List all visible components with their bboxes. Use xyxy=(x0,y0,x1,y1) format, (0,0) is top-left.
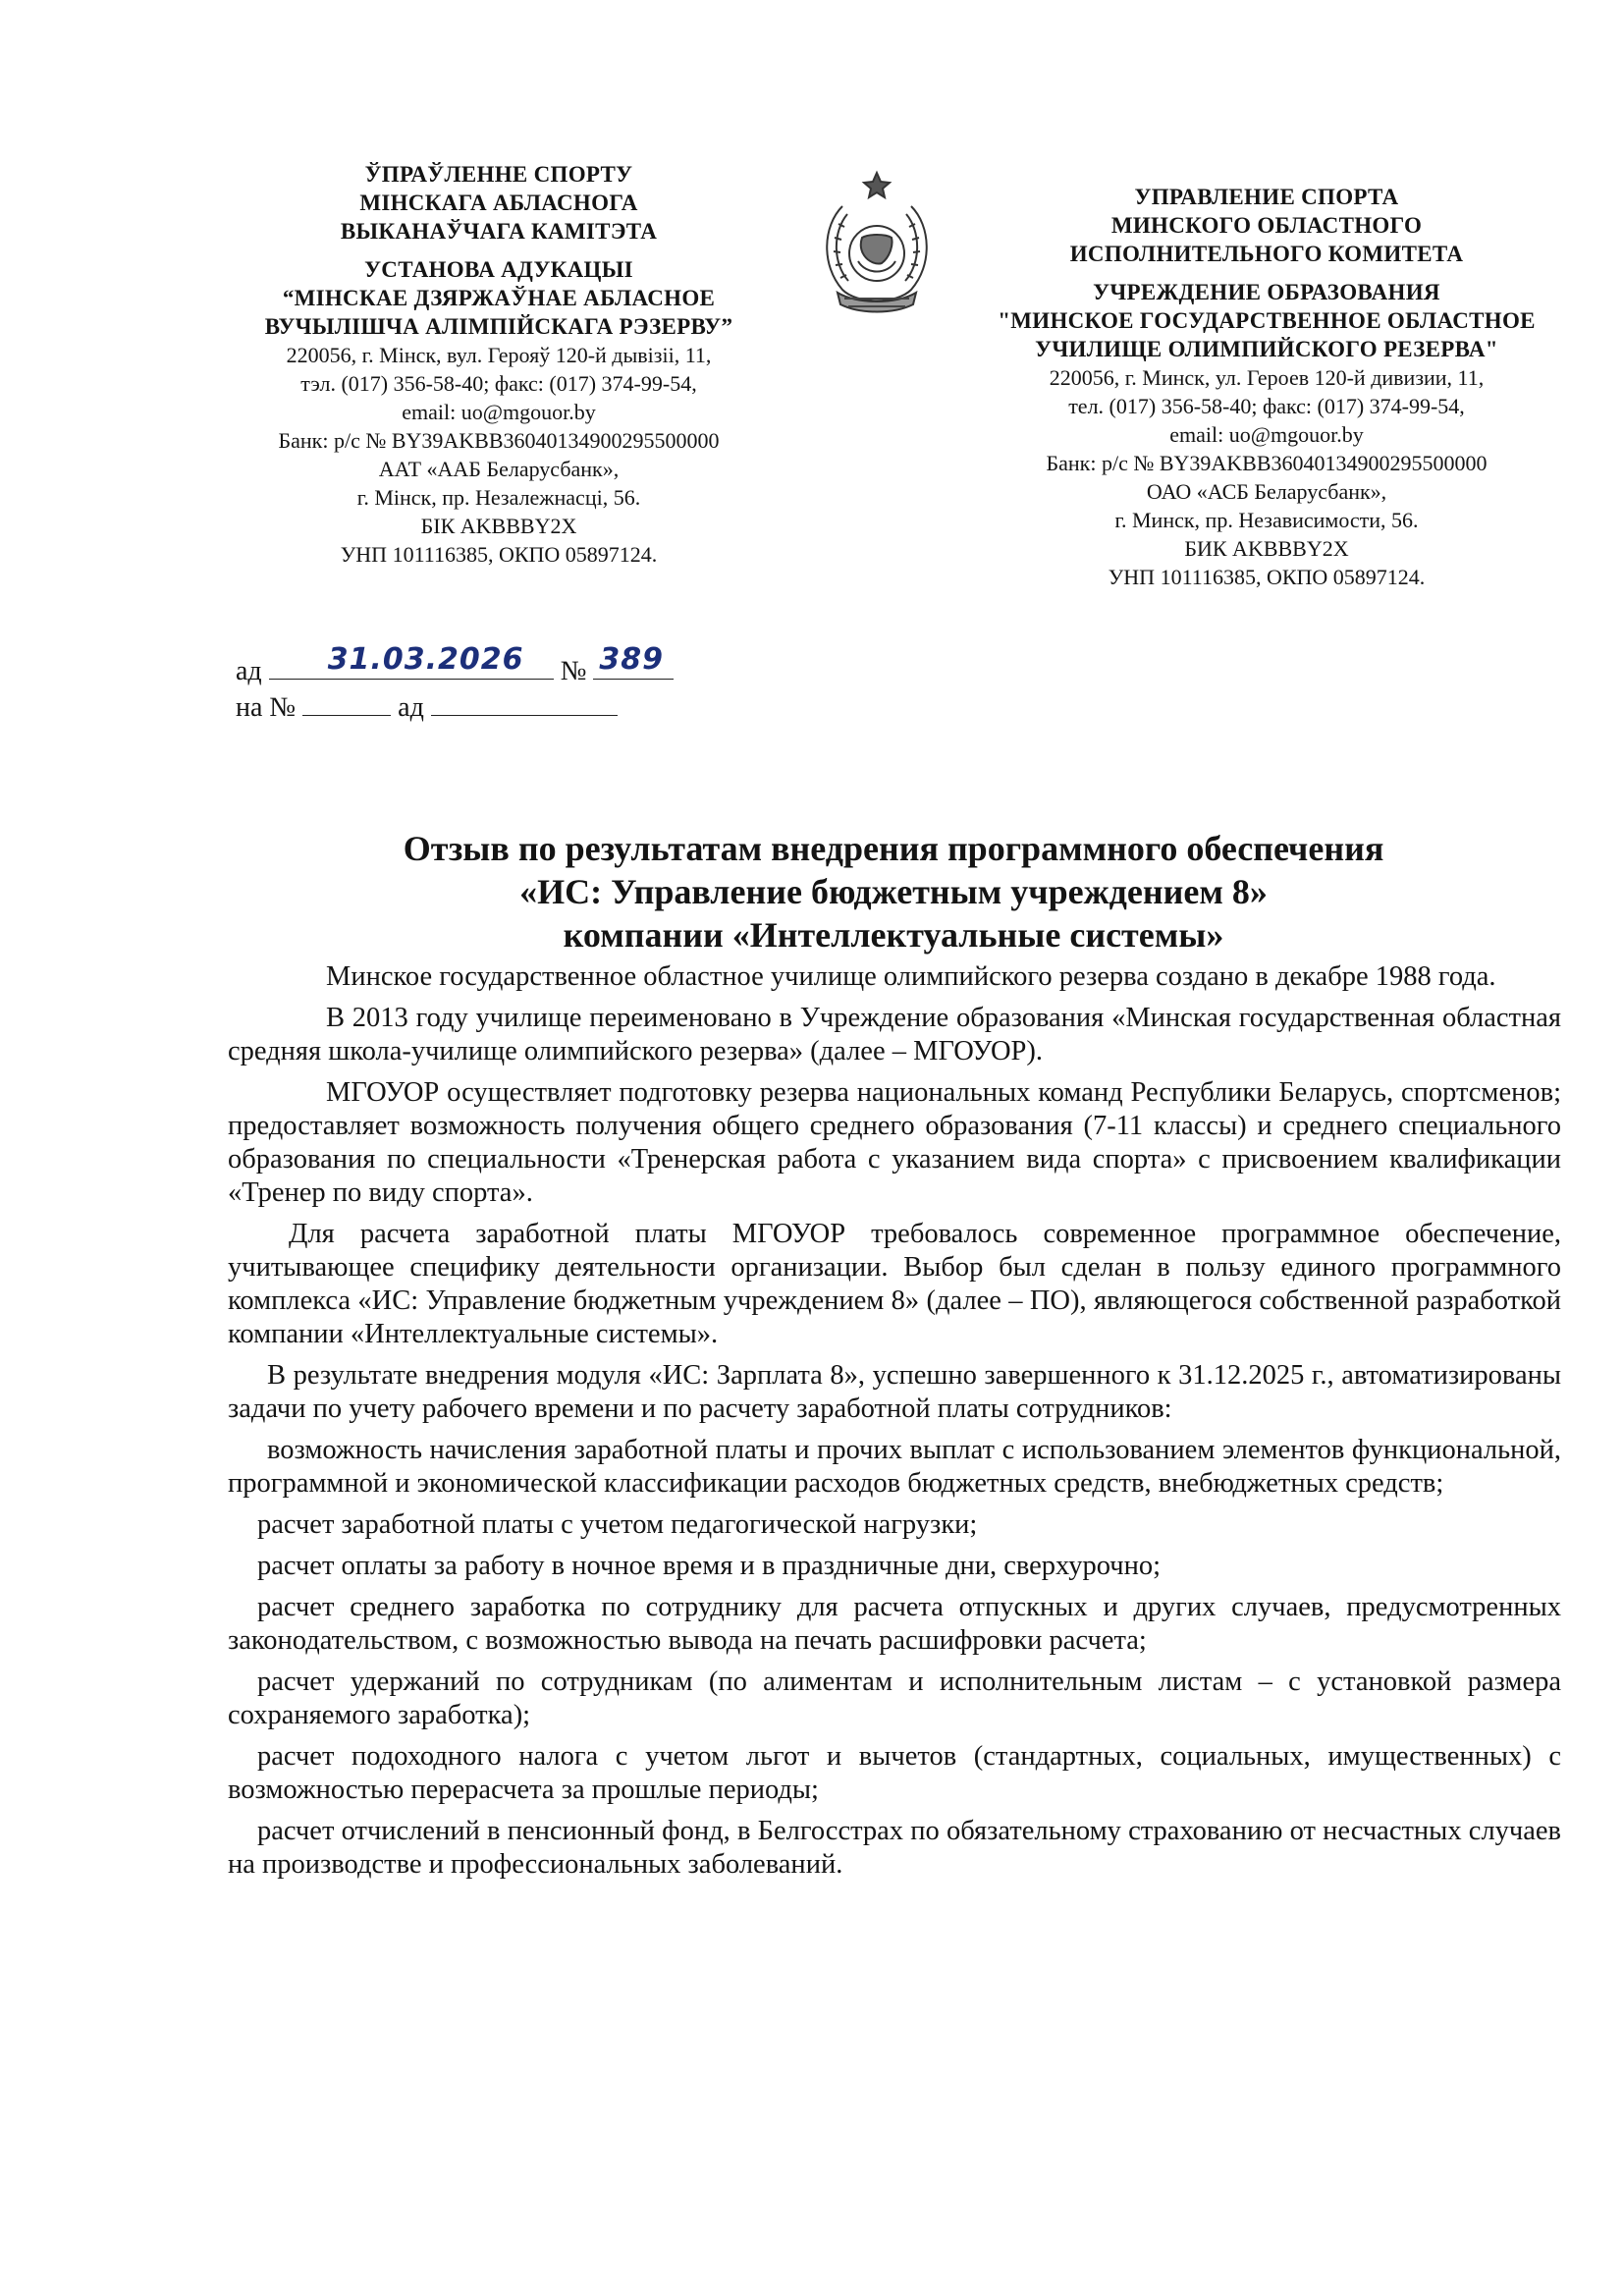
letterhead-russian xyxy=(972,183,1561,591)
institution-name-line: “МІНСКАЕ ДЗЯРЖАЎНАЕ АБЛАСНОЕ xyxy=(282,286,716,310)
paragraph: В 2013 году училище переименовано в Учреждение образования «Минская государственная областная средняя школа-училище олимпийского резерва» (далее – МГОУОР). xyxy=(228,1003,1561,1066)
paragraph: В результате внедрения модуля «ИС: Зарплата 8», успешно завершенного к 31.12.2025 г., автоматизированы задачи по учету рабочего времени и по расчету заработной платы сотрудников: xyxy=(228,1360,1561,1424)
institution-name-line: УСТАНОВА АДУКАЦЫІ xyxy=(364,257,633,282)
institution-name-line: ВУЧЫЛІШЧА АЛІМПІЙСКАГА РЭЗЕРВУ” xyxy=(264,314,733,339)
bank-name: ОАО «АСБ Беларусбанк», xyxy=(1146,479,1387,504)
org-name-line: ВЫКАНАЎЧАГА КАМІТЭТА xyxy=(340,219,658,244)
unp-okpo: УНП 101116385, ОКПО 05897124. xyxy=(1108,565,1426,589)
date-field xyxy=(269,642,554,680)
state-emblem-icon xyxy=(803,167,950,322)
phone-fax: тэл. (017) 356-58-40; факс: (017) 374-99-54, xyxy=(300,371,697,396)
paragraph: Минское государственное областное училище олимпийского резерва создано в декабре 1988 года. xyxy=(326,961,1496,992)
institution-name-line: УЧИЛИЩЕ ОЛИМПИЙСКОГО РЕЗЕРВА" xyxy=(1035,337,1498,361)
bank-address: г. Минск, пр. Независимости, 56. xyxy=(1114,508,1419,532)
list-item: расчет среднего заработка по сотруднику для расчета отпускных и других случаев, предусмотренных законодательством, с возможностью вывода на печать расшифровки расчета; xyxy=(228,1592,1561,1656)
bic: БІК AKBBBY2X xyxy=(420,514,577,538)
document-title xyxy=(226,827,1561,957)
list-item: расчет оплаты за работу в ночное время и в праздничные дни, сверхурочно; xyxy=(257,1551,1161,1581)
institution-name-line: УЧРЕЖДЕНИЕ ОБРАЗОВАНИЯ xyxy=(1093,280,1440,304)
incoming-reference xyxy=(236,689,618,725)
institution-name-line: "МИНСКОЕ ГОСУДАРСТВЕННОЕ ОБЛАСТНОЕ xyxy=(998,308,1536,333)
number-field xyxy=(593,642,674,680)
paragraph: Для расчета заработной платы МГОУОР требовалось современное программное обеспечение, учитывающее специфику деятельности организации. Выбор был сделан в пользу единого программного комплекса «ИС: Управление бюджетным учреждением 8» (далее – ПО), являющегося собственной разработкой компании «Интеллектуальные системы». xyxy=(228,1219,1561,1349)
handwritten-number: 389 xyxy=(599,642,665,677)
bank-name: ААТ «ААБ Беларусбанк», xyxy=(378,457,620,481)
reply-date-prefix: ад xyxy=(398,692,424,723)
list-item: расчет удержаний по сотрудникам (по алиментам и исполнительным листам – с установкой размера сохраняемого заработка); xyxy=(228,1667,1561,1730)
list-item: возможность начисления заработной платы и прочих выплат с использованием элементов функциональной, программной и экономической классификации расходов бюджетных средств, внебюджетных средств; xyxy=(228,1435,1561,1499)
number-prefix: № xyxy=(560,656,587,686)
list-item: расчет подоходного налога с учетом льгот и вычетов (стандартных, социальных, имущественных) с возможностью перерасчета за прошлые периоды; xyxy=(228,1741,1561,1805)
address: 220056, г. Минск, ул. Героев 120-й дивизии, 11, xyxy=(1049,365,1485,390)
title-line: Отзыв по результатам внедрения программного обеспечения xyxy=(403,829,1384,868)
bic: БИК AKBBBY2X xyxy=(1184,536,1349,561)
reply-number-field xyxy=(302,689,391,716)
email: email: uo@mgouor.by xyxy=(402,400,596,424)
list-item: расчет отчислений в пенсионный фонд, в Белгосстрах по обязательному страхованию от несчастных случаев на производстве и профессиональных заболеваний. xyxy=(228,1816,1561,1880)
unp-okpo: УНП 101116385, ОКПО 05897124. xyxy=(340,542,658,567)
email: email: uo@mgouor.by xyxy=(1169,422,1364,447)
letterhead-belarusian xyxy=(224,160,774,569)
reply-prefix: на № xyxy=(236,692,297,723)
phone-fax: тел. (017) 356-58-40; факс: (017) 374-99-54, xyxy=(1068,394,1465,418)
org-name-line: ЎПРАЎЛЕННЕ СПОРТУ xyxy=(364,162,633,187)
outgoing-registration xyxy=(236,642,674,688)
org-name-line: УПРАВЛЕНИЕ СПОРТА xyxy=(1134,185,1399,209)
bank-account: Банк: р/с № BY39AKBB36040134900295500000 xyxy=(278,428,720,453)
reply-date-field xyxy=(431,689,618,716)
address: 220056, г. Мінск, вул. Герояў 120-й дывізіі, 11, xyxy=(286,343,712,367)
list-item: расчет заработной платы с учетом педагогической нагрузки; xyxy=(257,1509,978,1540)
handwritten-date: 31.03.2026 xyxy=(327,642,524,677)
bank-address: г. Мінск, пр. Незалежнасці, 56. xyxy=(356,485,641,510)
paragraph: МГОУОР осуществляет подготовку резерва национальных команд Республики Беларусь, спортсменов; предоставляет возможность получения общего среднего образования (7-11 классы) и среднего специального образования по специальности «Тренерская работа с указанием вида спорта» с присвоением квалификации «Тренер по виду спорта». xyxy=(228,1077,1561,1208)
org-name-line: МІНСКАГА АБЛАСНОГА xyxy=(359,191,638,215)
org-name-line: ИСПОЛНИТЕЛЬНОГО КОМИТЕТА xyxy=(1069,242,1464,266)
document-body xyxy=(228,960,1561,1889)
title-line: компании «Интеллектуальные системы» xyxy=(563,915,1224,955)
org-name-line: МИНСКОГО ОБЛАСТНОГО xyxy=(1110,213,1423,238)
title-line: «ИС: Управление бюджетным учреждением 8» xyxy=(519,872,1268,911)
bank-account: Банк: р/с № BY39AKBB36040134900295500000 xyxy=(1046,451,1488,475)
date-prefix: ад xyxy=(236,656,262,686)
